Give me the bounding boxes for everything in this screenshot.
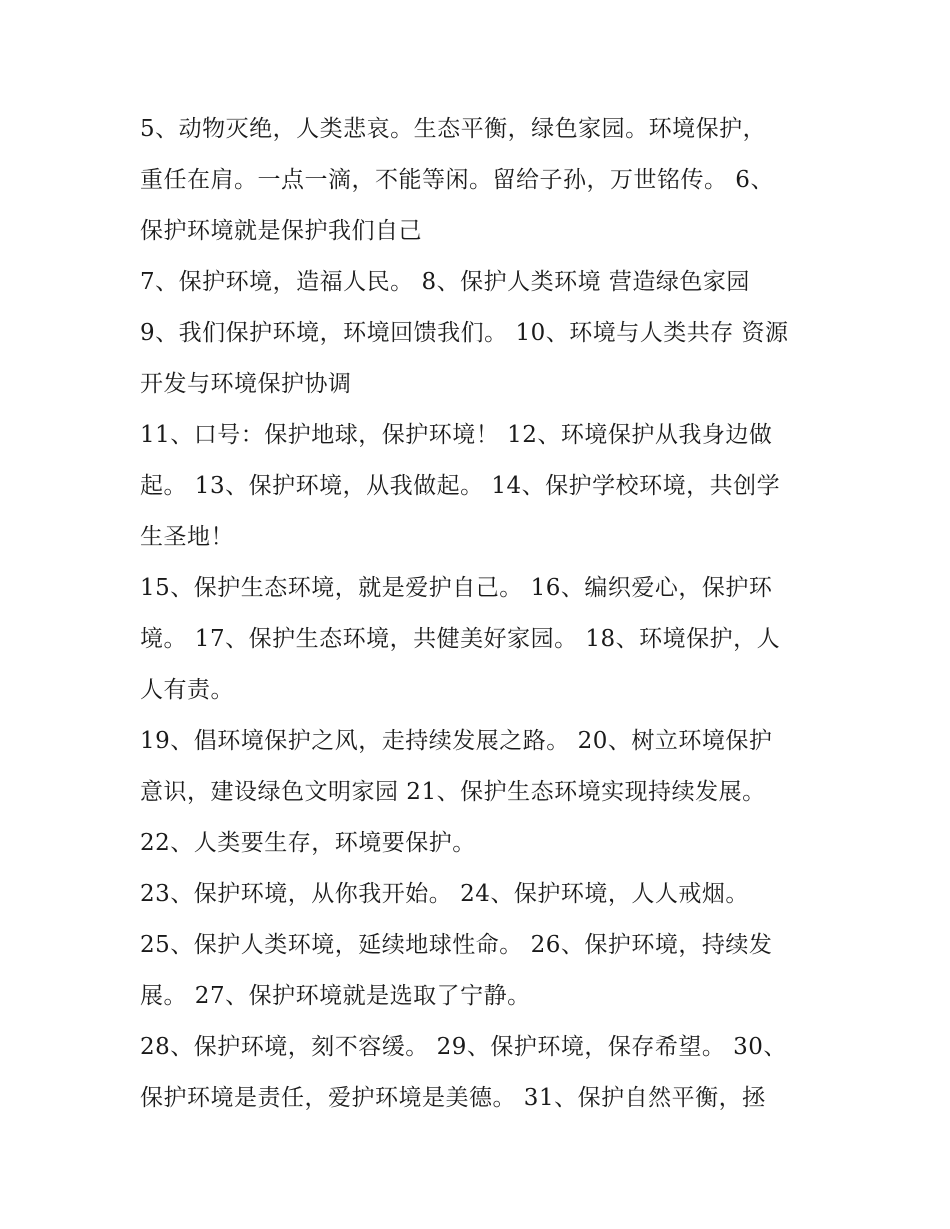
text-line: 25、保护人类环境，延续地球性命。 26、保护环境，持续发 [140, 932, 773, 958]
text-line: 15、保护生态环境，就是爱护自己。 16、编织爱心，保护环 [140, 575, 773, 601]
text-line: 生圣地！ [140, 524, 234, 550]
text-line: 重任在肩。一点一滴，不能等闲。留给子孙，万世铭传。 6、 [140, 167, 774, 193]
text-line: 11、口号：保护地球，保护环境！ 12、环境保护从我身边做 [140, 422, 773, 448]
text-line: 28、保护环境，刻不容缓。 29、保护环境，保存希望。 30、 [140, 1034, 787, 1060]
text-line: 9、我们保护环境，环境回馈我们。 10、环境与人类共存 资源 [140, 320, 789, 346]
text-line: 保护环境就是保护我们自己 [140, 218, 422, 244]
text-line: 19、倡环境保护之风，走持续发展之路。 20、树立环境保护 [140, 728, 773, 754]
text-line: 意识，建设绿色文明家园 21、保护生态环境实现持续发展。 [140, 779, 766, 805]
text-line: 23、保护环境，从你我开始。 24、保护环境，人人戒烟。 [140, 881, 749, 907]
text-line: 保护环境是责任，爱护环境是美德。 31、保护自然平衡，拯 [140, 1085, 766, 1111]
text-line: 展。 27、保护环境就是选取了宁静。 [140, 983, 531, 1009]
text-line: 境。 17、保护生态环境，共健美好家园。 18、环境保护，人 [140, 626, 781, 652]
text-line: 22、人类要生存，环境要保护。 [140, 830, 476, 856]
text-line: 人有责。 [140, 677, 234, 703]
text-line: 7、保护环境，造福人民。 8、保护人类环境 营造绿色家园 [140, 269, 750, 295]
text-line: 5、动物灭绝，人类悲哀。生态平衡，绿色家园。环境保护， [140, 116, 767, 142]
document-body [140, 104, 840, 1124]
text-line: 起。 13、保护环境，从我做起。 14、保护学校环境，共创学 [140, 473, 781, 499]
text-line: 开发与环境保护协调 [140, 371, 352, 397]
